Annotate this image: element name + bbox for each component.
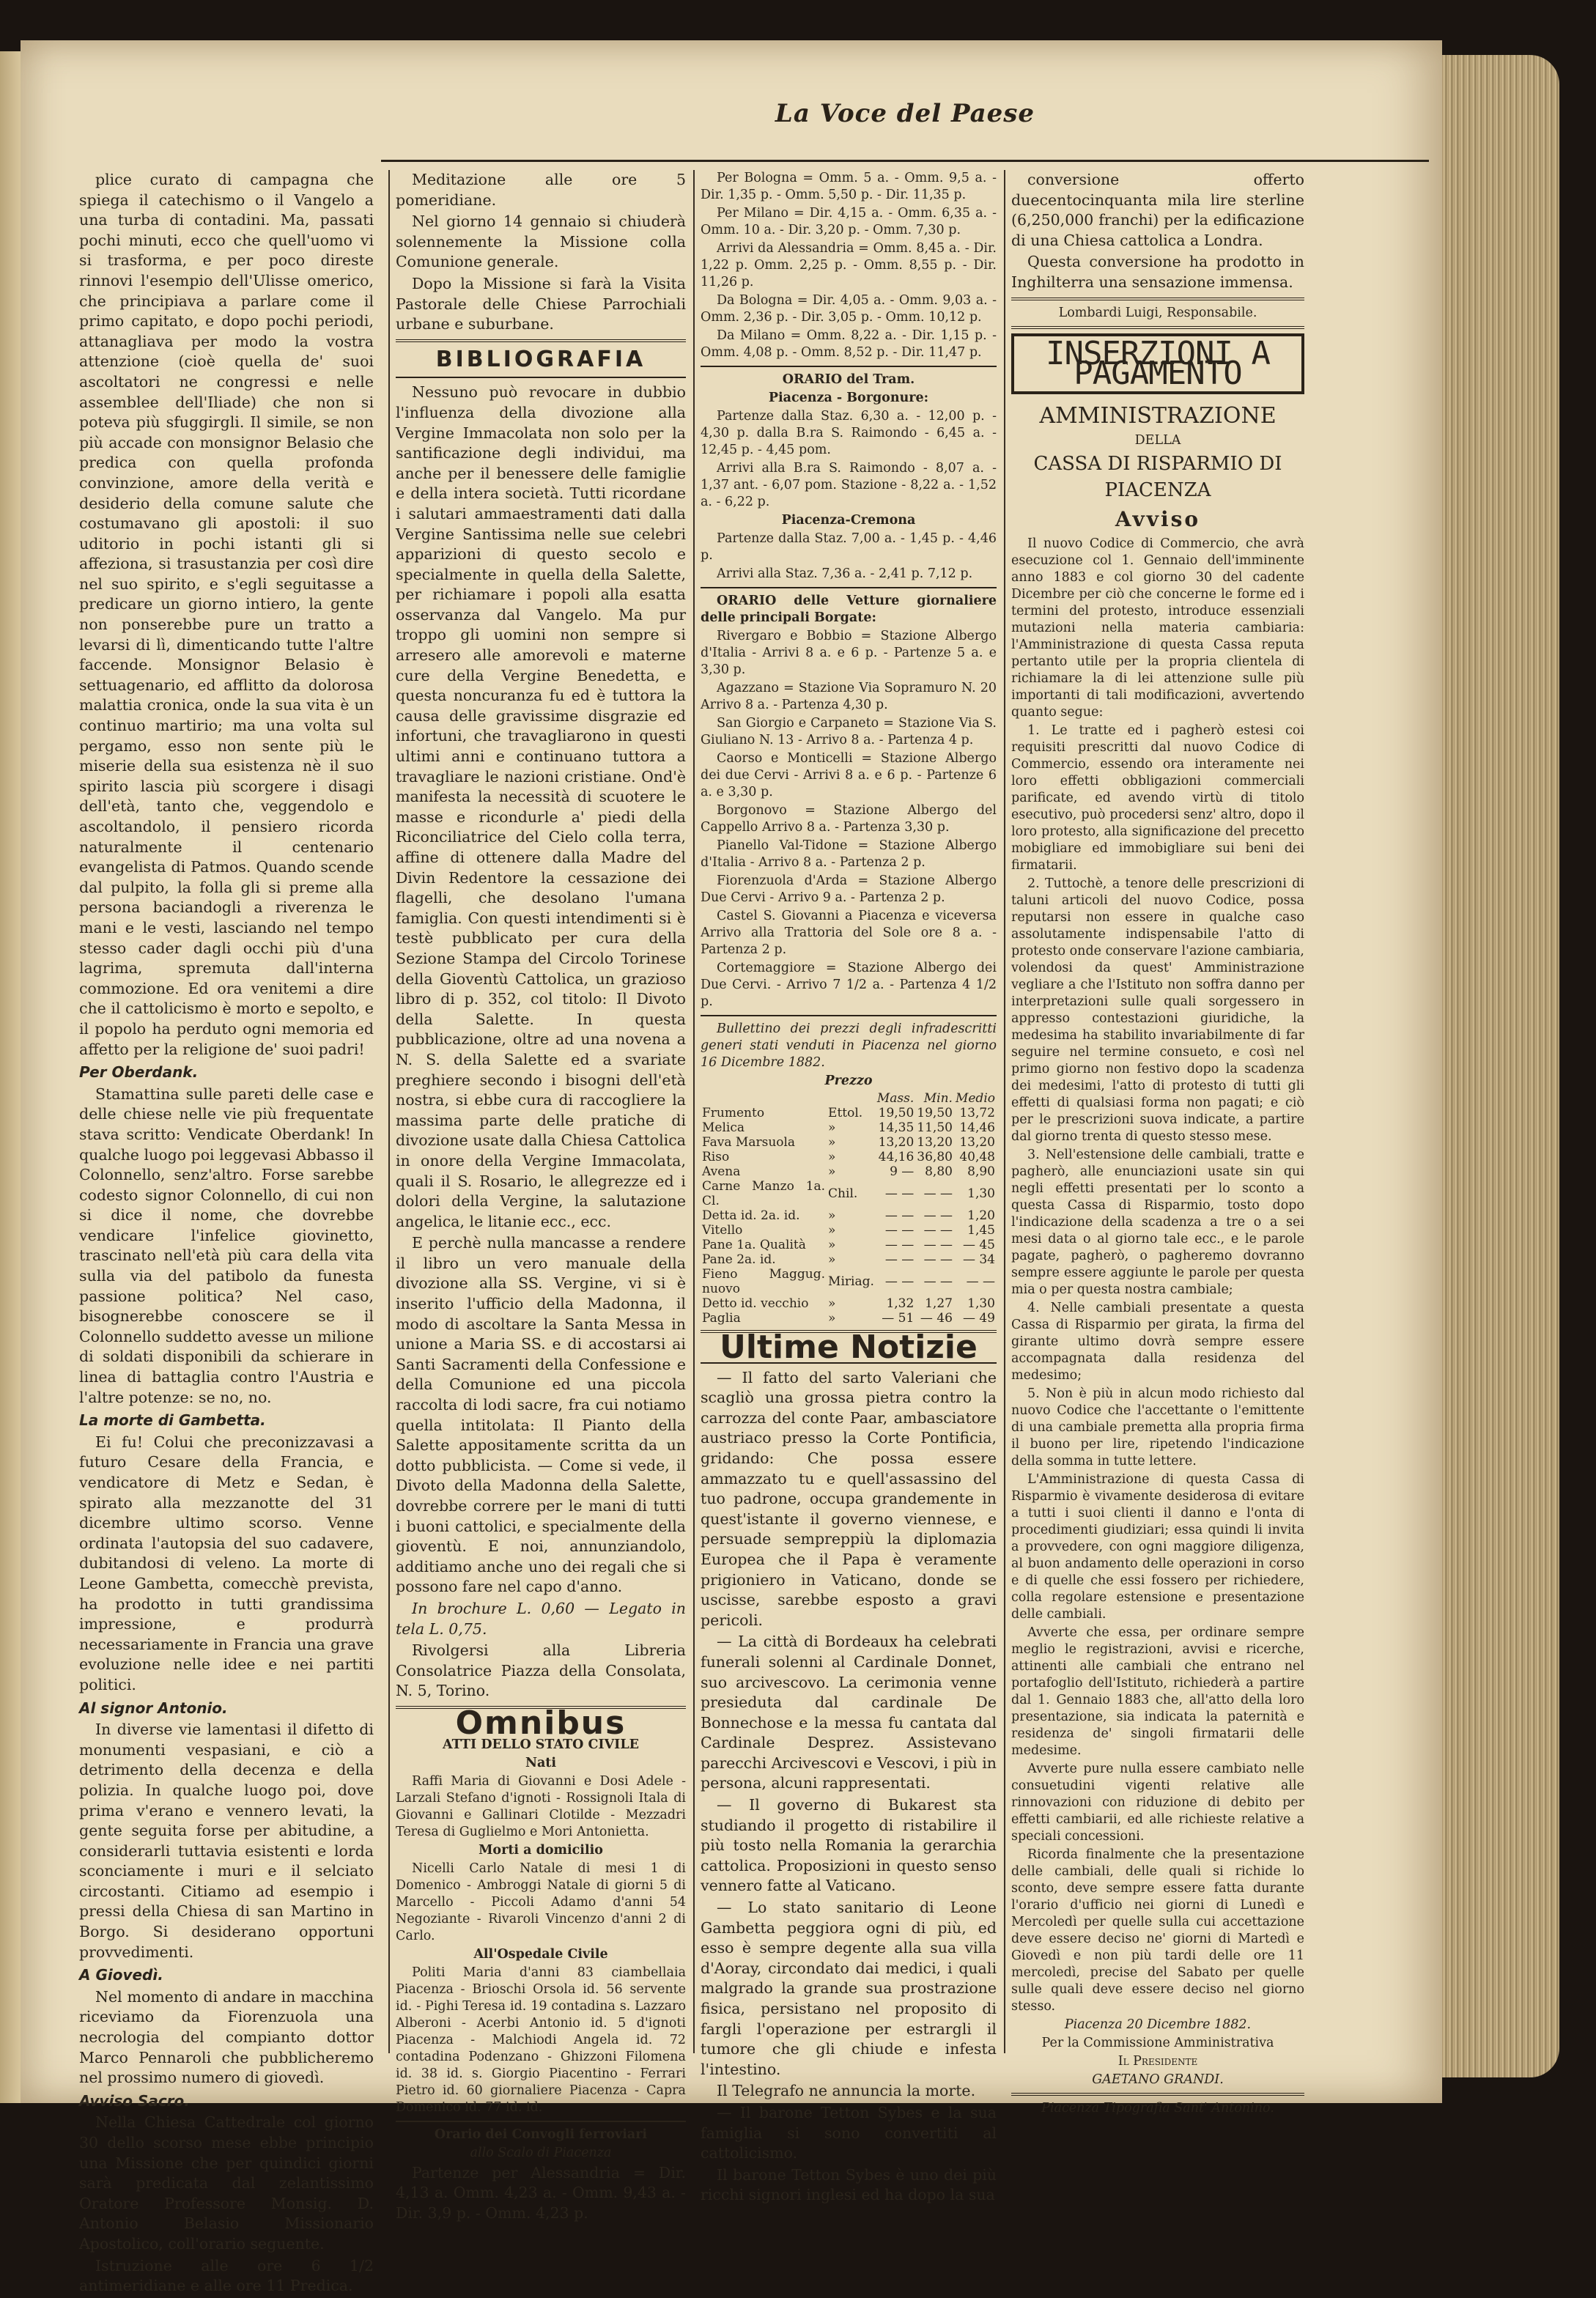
table-row	[701, 1267, 997, 1296]
vettura-line: Rivergaro e Bobbio = Stazione Albergo d'Italia - Arrivi 8 a. e 6 p. - Partenze 5 a. e 3,30 p.	[701, 629, 997, 677]
section-rule	[701, 587, 997, 588]
avviso-paragraph: Avverte che essa, per ordinare sempre meglio le registrazioni, avvisi e ricerche, attinenti alle cambiali che entrano nel portafoglio dell'Istituto, richiederà a partire dal 1. Gennaio 1883 che, all'atto della loro presentazione, sia indicata la paternità e residenza de' singoli firmatarii delle medesime.	[1011, 1625, 1304, 1758]
ospedale-heading: All'Ospedale Civile	[473, 1946, 608, 1962]
bibliografia-text: Nessuno può revocare in dubbio l'influenza della divozione alla Vergine Immacolata non solo per la santificazione degli individui, ma anche per il benessere delle famiglie e della intera società. Tutti ricordane i salutari ammaestramenti dati dalla Vergine Santissima nelle sue celebri apparizioni di questo secolo e specialmente in quella della Salette, per richiamare i popoli alla esatta osservanza dal Vangelo. Ma pur troppo gli uomini non sempre si arresero alle amorevoli e materne cure della Vergine Benedetta, e questa noncuranza fu ed è tuttora la causa delle gravissime disgrazie ed infortuni, che travagliarono in questi ultimi anni e continuano tuttora a travagliare le nazioni cristiane. Ond'è manifesta la necessità di scuotere le masse e ricondurle a' piedi della Riconciliatrice del Cielo colla terra, affine di ottenere dalla Madre del Divin Redentore la cessazione dei flagelli, che desolano l'umana famiglia. Con questi intendimenti si è testè pubblicato per cura della Sezione Stampa del Circolo Torinese della Gioventù Cattolica, un grazioso libro di p. 352, col titolo: Il Divoto della Salette. In questa pubblicazione, oltre ad una novena a N. S. della Salette ed a svariate preghiere secondo i bisogni dell'età nostra, si ebbe cura di raccogliere la massima parte delle pratiche di divozione usate dalla Chiesa Cattolica in onore della Vergine Immacolata, quali il S. Rosario, le allegrezze ed i dolori della Vergine, la salutazione angelica, le litanie ecc., ecc.	[396, 383, 686, 1230]
masthead-rule	[381, 160, 1429, 162]
table-cell: — —	[923, 1274, 953, 1289]
section-heading: Avviso Sacro.	[79, 2091, 190, 2110]
avviso-paragraph: Il nuovo Codice di Commercio, che avrà esecuzione col 1. Gennaio dell'imminente anno 1883 e col giorno 30 del cadente Dicembre per ciò che concerne le forme ed i termini del protesto, introduce essenziali mutazioni nella materia cambiaria: l'Amministrazione di questa Cassa reputa pertanto utile per la propria clientela di richiamare la di lei attenzione sulle più importanti di tali modificazioni, avvertendo quanto segue:	[1011, 536, 1304, 720]
article-paragraph: Nel momento di andare in macchina riceviamo da Fiorenzuola una necrologia del compianto dottor Marco Pennaroli che pubblicheremo nel prossimo numero di giovedì.	[79, 1987, 374, 2087]
table-cell: Paglia	[702, 1311, 741, 1326]
table-cell: Detto id. vecchio	[702, 1296, 809, 1311]
table-cell: 14,46	[959, 1120, 995, 1135]
table-cell: Pane 1a. Qualità	[702, 1238, 806, 1252]
bibliografia-heading: BIBLIOGRAFIA	[435, 346, 646, 372]
table-cell: 1,30	[967, 1296, 995, 1311]
table-cell: »	[828, 1311, 836, 1326]
table-row	[701, 1106, 997, 1120]
avviso-paragraph: Ricorda finalmente che la presentazione delle cambiali, delle quali si richide lo sconto, deve sempre essere fatta durante l'orario d'ufficio nei giorni di Lunedì e Mercoledì per quelle sulla cui accettazione deve essere deciso ne' giorni di Martedì e Giovedì e non più tardi delle ore 11 mercoledì, precise del Sabato per quelle sulle quali deve essere deciso nel giorno stesso.	[1011, 1847, 1304, 2014]
column-1	[79, 170, 374, 2298]
table-cell: Carne Manzo 1a. Cl.	[702, 1179, 826, 1208]
bibliografia-price: In brochure L. 0,60 — Legato in tela L. 0,75.	[396, 1599, 686, 1638]
column-4	[1011, 170, 1304, 2118]
bibliografia-text: E perchè nulla mancasse a rendere il libro un vero manuale della divozione alla SS. Vergine, vi si è inserito l'ufficio della Madonna, il modo di ascoltare la Santa Messa in unione a Maria SS. e di accostarsi ai Santi Sacramenti della Confessione e della Comunione ed una piccola raccolta di lodi sacre, fra cui notiamo quella intitolata: Il Pianto della Salette appositamente scritta da un dotto pubblicista. — Come si vede, il Divoto della Madonna della Salette, dovrebbe correre per le mani di tutti i buoni cattolici, e specialmente della gioventù. E noi, annunziandolo, additiamo anche uno dei regali che si possono fare nel capo d'anno.	[396, 1234, 686, 1596]
article-paragraph: Stamattina sulle pareti delle case e delle chiese nelle vie più frequentate stava scritto: Vendicate Oberdank! In qualche luogo poi leggevasi Abbasso il Colonnello, senz'altro. Forse sarebbe codesto signor Colonnello, di cui non si dice il nome, che dovrebbe vendicare l'infelice giovinetto, trascinato nell'età più cara della vita sulla via del patibolo da funesta passione politica? Nel caso, bisognerebbe conoscere se il Colonnello suddetto avesse un milione di soldati disponibili da schierare in linea di battaglia contro l'Austria e l'altre potenze: se no, no.	[79, 1085, 374, 1406]
table-cell: 13,20	[917, 1135, 953, 1150]
notizia: — Il barone Tetton Sybes e la sua famiglia si sono convertiti al cattolicismo.	[701, 2103, 997, 2162]
vettura-line: Borgonovo = Stazione Albergo del Cappello Arrivo 8 a. - Partenza 3,30 p.	[701, 803, 997, 835]
presidente-label: Il Presidente	[1117, 2053, 1198, 2069]
section-rule	[1011, 298, 1304, 300]
treni-line: Per Milano = Dir. 4,15 a. - Omm. 6,35 a. - Omm. 10 a. - Dir. 3,20 p. - Omm. 7,30 p.	[701, 206, 997, 237]
table-header-cell	[827, 1091, 876, 1106]
table-header-row	[701, 1091, 997, 1106]
table-row	[701, 1296, 997, 1311]
table-cell: 13,20	[959, 1135, 995, 1150]
table-cell: — 45	[962, 1238, 995, 1252]
treni-line: Arrivi da Alessandria = Omm. 8,45 a. - Dir. 1,22 p. Omm. 2,25 p. - Omm. 8,55 p. - Dir. 11,26 p.	[701, 241, 997, 289]
notizia: Il Telegrafo ne annuncia la morte.	[717, 2082, 976, 2100]
table-cell: — —	[884, 1238, 915, 1252]
column-rule	[388, 170, 390, 2053]
table-cell: — 46	[920, 1311, 953, 1326]
table-cell: Frumento	[702, 1106, 765, 1120]
prezzo-heading: Prezzo	[824, 1074, 873, 1088]
column-rule	[1004, 170, 1005, 2053]
inserzioni-heading: INSERZIONI A PAGAMENTO	[1011, 333, 1304, 394]
table-cell: 19,50	[878, 1106, 915, 1120]
bibliografia-contact: Rivolgersi alla Libreria Consolatrice Piazza della Consolata, N. 5, Torino.	[396, 1641, 686, 1700]
treni-line: Da Milano = Omm. 8,22 a. - Dir. 1,15 p. - Omm. 4,08 p. - Omm. 8,52 p. - Dir. 11,47 p.	[701, 328, 997, 360]
nati-list: Raffi Maria di Giovanni e Dosi Adele - Larzali Stefano d'ignoti - Rossignoli Itala di Giovanni e Gallinari Clotilde - Mezzadri Teresa di Guglielmo e Mori Antonietta.	[396, 1773, 686, 1839]
section-rule	[701, 1015, 997, 1016]
presidente-name: GAETANO GRANDI.	[1092, 2072, 1224, 2087]
avviso-paragraph: 2. Tuttochè, a tenore delle prescrizioni di taluni articoli del nuovo Codice, possa reputarsi non essere in qualche caso assolutamente indispensabile l'atto di protesto onde conservare l'azione cambiaria, volendosi da quest' Amministrazione vegliare a che l'Istituto non soffra danno per interpretazioni sulle quali sorgessero in appresso contestazioni giuridiche, la medesima ha stabilito invariabilmente di far seguire nel termine consueto, e così nel primo giorno non festivo dopo la scadenza dei medesimi, l'atto di protesto di tutti gli effetti di qualsiasi forma non pagati; e ciò per le prescrizioni suova indicate, a partire dal giorno trenta di questo stesso mese.	[1011, 876, 1304, 1144]
section-rule	[1011, 2093, 1304, 2096]
table-header-cell: Medio	[955, 1091, 995, 1106]
section-rule	[396, 2121, 686, 2122]
bollettino-heading: Bullettino dei prezzi degli infradescritti generi stati venduti in Piacenza nel giorno 16 Dicembre 1882.	[701, 1021, 997, 1070]
table-cell: »	[828, 1223, 836, 1238]
vettura-line: Caorso e Monticelli = Stazione Albergo dei due Cervi - Arrivi 8 a. e 6 p. - Partenze 6 a. e 3,30 p.	[701, 751, 997, 799]
vettura-line: Agazzano = Stazione Via Sopramuro N. 20 Arrivo 8 a. - Partenza 4,30 p.	[701, 681, 997, 712]
tram-line: Arrivi alla B.ra S. Raimondo - 8,07 a. - 1,37 ant. - 6,07 pom. Stazione - 8,22 a. - 1,52 a. - 6,22 p.	[701, 461, 997, 509]
table-row	[701, 1252, 997, 1267]
table-cell: — —	[884, 1223, 915, 1238]
table-cell: 11,50	[917, 1120, 953, 1135]
table-cell: — —	[966, 1274, 995, 1289]
treni-line: Da Bologna = Dir. 4,05 a. - Omm. 9,03 a. - Omm. 2,36 p. - Dir. 3,05 p. - Omm. 10,12 p.	[701, 293, 997, 325]
prezzi-table	[701, 1091, 997, 1326]
table-cell: — 51	[882, 1311, 915, 1326]
table-row	[701, 1164, 997, 1179]
conversione-text: conversione offerto duecentocinquanta mila lire sterline (6,250,000 franchi) per la edificazione di una Chiesa cattolica a Londra.	[1011, 171, 1304, 249]
table-cell: — —	[923, 1238, 953, 1252]
omnibus-heading: Omnibus	[455, 1704, 627, 1742]
article-paragraph: In diverse vie lamentasi il difetto di monumenti vespasiani, e ciò a detrimento della decenza e della polizia. In qualche luogo poi, dove prima v'erano e vennero levati, la gente seguita forse per abitudine, a considerarli tuttavia esistenti e lorda sconciamente i muri e il selciato circostanti. Citiamo ad esempio i pressi della Chiesa di san Martino in Borgo. Si desiderano opportuni provvedimenti.	[79, 1721, 374, 1961]
section-heading: Al signor Antonio.	[79, 1699, 228, 1717]
notizia: — Il fatto del sarto Valeriani che scagliò una grossa pietra contro la carrozza del conte Paar, ambasciatore austriaco presso la Corte Pontificia, gridando: Che possa essere ammazzato tu e quell'assassino del tuo padrone, occupa grandemente in quest'istante il governo viennese, e persuade sempreppiù la diplomazia Europea che il Papa è veramente prigioniero in Vaticano, donde se uscisse, sarebbe esposto a gravi pericoli.	[701, 1368, 997, 1629]
table-row	[701, 1179, 997, 1208]
table-cell: Detta id. 2a. id.	[702, 1208, 800, 1223]
table-cell: — 34	[962, 1252, 995, 1267]
morti-list: Nicelli Carlo Natale di mesi 1 di Domenico - Ambroggi Natale di giorni 5 di Marcello - Piccoli Adamo d'anni 54 Negoziante - Rivaroli Vincenzo d'anni 2 di Carlo.	[396, 1861, 686, 1943]
morti-heading: Morti a domicilio	[479, 1842, 603, 1858]
tram-line: Arrivi alla Staz. 7,36 a. - 2,41 p. 7,12 p.	[717, 566, 973, 581]
table-row	[701, 1135, 997, 1150]
column-2	[396, 170, 686, 2225]
table-cell: Fieno Maggug. nuovo	[702, 1267, 826, 1296]
table-cell: Melica	[702, 1120, 745, 1135]
table-cell: — 49	[962, 1311, 995, 1326]
table-cell: Pane 2a. id.	[702, 1252, 776, 1267]
avviso-heading: Avviso	[1115, 506, 1201, 531]
avviso-paragraph: 1. Le tratte ed i pagherò estesi coi requisiti prescritti dal nuovo Codice di Commercio, essendo ora interamente nei loro effetti obbligazioni commerciali parificate, ed avendo virtù di titolo esecutivo, può procedersi senz' altro, dopo il loro protesto, alla significazione del precetto mobigliare ed immobigliare sui beni dei firmatarii.	[1011, 723, 1304, 873]
article-paragraph: Ei fu! Colui che preconizzavasi a futuro Cesare della Francia, e vendicatore di Metz e Sedan, è spirato alla mezzanotte del 31 dicembre ultimo scorso. Venne ordinata l'autopsia del suo cadavere, dubitandosi di veleno. La morte di Leone Gambetta, comecchè prevista, ha prodotto in tutti grandissima impressione, e produrrà necessariamente in Francia una grave evoluzione nelle idee e nei partiti politici.	[79, 1433, 374, 1693]
article-paragraph: plice curato di campagna che spiega il catechismo o il Vangelo a una turba di contadini. Ma, passati pochi minuti, ecco che quell'uomo vi si trasforma, e per poco direste rinnovi l'esempio dell'Ulisse omerico, che principiava a parlare come il primo capitato, e dopo pochi periodi, attanagliava per modo la vostra attenzione (cioè quella de' suoi ascoltatori ne congressi e nelle assemblee dell'Iliade) che non si poteva più sfuggirgli. Il simile, se non più accade con monsignor Belasio che predica con quella profonda convinzione, amore della verità e desiderio della comune salute che costumavano gli apostoli: il suo uditorio in pochi istanti gli si affeziona, si trasustanzia per così dire nel suo spirito, e s'egli seguitasse a predicare un giorno intiero, la gente non ponserebbe pure un tratto a levarsi di lì, dimenticando tutte l'altre faccende. Monsignor Belasio è settuagenario, ed afflitto da dolorosa malattia cronica, onde la sua vita è un continuo martirio; ma una volta sul pergamo, esso non sente più le miserie della sua esistenza nè il suo spirito lascia più scorgere i disagi dell'età, tanto che, veggendolo e ascoltandolo, il pensiero ricorda naturalmente il centenario evangelista di Patmos. Quando scende dal pulpito, la folla gli si preme alla persona baciandogli a riverenza le mani e le vesti, lasciando nel tempo stesso cader dagli occhi più d'una lagrima, spremuta dall'interna commozione. Ed ora venitemi a dire che il cattolicismo è morto e sepolto, e il popolo ha perduto ogni memoria ed affetto per la religione de' suoi padri!	[79, 171, 374, 1058]
table-cell: — —	[923, 1252, 953, 1267]
book-page-edges	[1442, 55, 1559, 2077]
table-cell: »	[828, 1150, 836, 1164]
table-row	[701, 1311, 997, 1326]
masthead-title: La Voce del Paese	[775, 99, 1035, 128]
table-cell: — —	[884, 1274, 915, 1289]
table-cell: 1,32	[886, 1296, 915, 1311]
table-cell: 9 —	[890, 1164, 915, 1179]
notizia: — Lo stato sanitario di Leone Gambetta peggiora ogni di più, ed esso è sempre degente alla sua villa d'Aoray, circondato dai medici, i quali malgrado la grande sua prostrazione fisica, persistano nel proposito di fargli l'operazione per estrargli il tumore che gli chiude e infesta l'intestino.	[701, 1899, 997, 2078]
tram-route: Piacenza - Borgonure:	[768, 391, 929, 405]
table-cell: 1,20	[967, 1208, 995, 1223]
article-paragraph: Nella Chiesa Cattedrale col giorno 30 dello scorso mese ebbe principio una Missione che per quindici giorni sarà predicata dal zelantissimo Oratore Professore Monsig. D. Antonio Belasio Missionario Apostolico, coll'orario seguente.	[79, 2113, 374, 2253]
table-cell: Avena	[702, 1164, 741, 1179]
table-cell: 44,16	[878, 1150, 915, 1164]
amministrazione-heading: AMMINISTRAZIONE	[1039, 402, 1277, 429]
treni-line: Per Bologna = Omm. 5 a. - Omm. 9,5 a. - Dir. 1,35 p. - Omm. 5,50 p. - Dir. 11,35 p.	[701, 171, 997, 202]
section-heading: La morte di Gambetta.	[79, 1411, 266, 1430]
ultime-notizie-heading: Ultime Notizie	[720, 1329, 978, 1366]
section-rule	[396, 377, 686, 378]
avviso-paragraph: 5. Non è più in alcun modo richiesto dal nuovo Codice che l'accettante o l'emittente di una cambiale premetta alla propria firma il buono per lire, ripetendo l'indicazione della somma in tutte lettere.	[1011, 1386, 1304, 1468]
section-rule	[396, 339, 686, 342]
table-cell: 8,90	[967, 1164, 995, 1179]
table-row	[701, 1223, 997, 1238]
article-paragraph: Istruzione alle ore 6 1/2 antimeridiane e alle ore 11 Predica.	[79, 2256, 374, 2295]
table-row	[701, 1208, 997, 1223]
table-cell: Chil.	[828, 1186, 858, 1201]
nati-heading: Nati	[525, 1755, 557, 1770]
missione-text: Dopo la Missione si farà la Visita Pastorale delle Chiese Parrochiali urbane e suburbane.	[396, 274, 686, 333]
table-row	[701, 1150, 997, 1164]
section-heading: Per Oberdank.	[79, 1063, 199, 1082]
table-cell: »	[828, 1208, 836, 1223]
vettura-line: Fiorenzuola d'Arda = Stazione Albergo Due Cervi - Arrivo 9 a. - Partenza 2 p.	[701, 873, 997, 905]
tram-heading: ORARIO del Tram.	[782, 372, 915, 387]
table-cell: Ettol.	[828, 1106, 863, 1120]
table-cell: 13,72	[959, 1106, 995, 1120]
table-header-cell: Min.	[923, 1091, 953, 1106]
table-cell: Miriag.	[828, 1274, 874, 1289]
orario-heading: Orario dei Convogli ferroviari	[434, 2127, 648, 2142]
table-cell: 13,20	[878, 1135, 915, 1150]
section-rule	[701, 366, 997, 367]
missione-text: Nel giorno 14 gennaio si chiuderà solennemente la Missione colla Comunione generale.	[396, 213, 686, 271]
tram-route: Piacenza-Cremona	[781, 513, 916, 528]
left-page-edge	[0, 51, 21, 2103]
ospedale-list: Politi Maria d'anni 83 ciambellaia Piacenza - Brioschi Orsola id. 56 servente id. - Pighi Teresa id. 19 contadina s. Lazzaro Alberoni - Acerbi Antonio id. 5 d'ignoti Piacenza - Malchiodi Angela id. 72 contadina Podenzano - Ghizzoni Filomena id. 38 id. s. Giorgio Piacentino - Ferrari Pietro id. 60 giornaliere Piacenza - Capra Domenico id. 77 id. id.	[396, 1965, 686, 2115]
table-cell: 40,48	[959, 1150, 995, 1164]
cassa-heading: CASSA DI RISPARMIO DI PIACENZA	[1033, 452, 1282, 501]
avviso-paragraph: L'Amministrazione di questa Cassa di Risparmio è vivamente desiderosa di evitare a tutti i suoi clienti il danno e l'onta di procedimenti giudiziari; essa quindi li invita a provvedere, con ogni maggiore diligenza, al buon andamento delle operazioni in corso e di quelle che essi fossero per richiedere, colla regolare estensione e presentazione delle cambiali.	[1011, 1471, 1304, 1622]
table-cell: Fava Marsuola	[702, 1135, 796, 1150]
vettura-line: Castel S. Giovanni a Piacenza e viceversa Arrivo alla Trattoria del Sole ore 8 a. - Partenza 2 p.	[701, 909, 997, 957]
table-header-cell: Mass.	[876, 1091, 915, 1106]
table-cell: »	[828, 1296, 836, 1311]
conversione-text: Questa conversione ha prodotto in Inghilterra una sensazione immensa.	[1011, 253, 1304, 291]
table-cell: 1,27	[925, 1296, 953, 1311]
column-rule	[693, 170, 695, 2053]
avviso-date: Piacenza 20 Dicembre 1882.	[1064, 2017, 1252, 2032]
table-cell: 36,80	[917, 1150, 953, 1164]
table-cell: Vitello	[702, 1223, 743, 1238]
table-cell: 1,45	[967, 1223, 995, 1238]
notizia: — Il governo di Bukarest sta studiando il progetto di ristabilire il più tosto nella Romania la gerarchia cattolica. Proposizioni in questo senso vennero fatte al Vaticano.	[701, 1796, 997, 1895]
stato-civile-heading: ATTI DELLO STATO CIVILE	[443, 1737, 639, 1752]
table-cell: »	[828, 1252, 836, 1267]
avviso-body	[1011, 536, 1304, 2015]
orario-subheading: allo Scalo di Piacenza	[470, 2145, 612, 2160]
avviso-paragraph: Avverte pure nulla essere cambiato nelle consuetudini vigenti relative alle rinnovazioni con riduzione di debito per effetti cambiarii, ed alle richieste relative a speciali concessioni.	[1011, 1761, 1304, 1844]
table-cell: — —	[884, 1186, 915, 1201]
table-cell: — —	[923, 1186, 953, 1201]
avviso-paragraph: 3. Nell'estensione delle cambiali, tratte e pagherò, alle enunciazioni usate sin qui negli effetti presentati per lo sconto a questa Cassa di Risparmio, tosto dopo l'indicazione della scadenza a tre o a sei mesi data o al giorno tale ecc., e le parole pagate, pagherò, o pagheremo dovranno sempre essere aggiunte le parole per questa mia o per questa nostra cambiale;	[1011, 1147, 1304, 1297]
orario-partenze: Partenze per Alessandria = Dir. 4,13 a. Omm. 4,23 a. - Omm. 9,43 a. - Dir. 3,9 p. - Omm. 4,23 p.	[396, 2163, 686, 2222]
responsabile: Lombardi Luigi, Responsabile.	[1058, 305, 1257, 320]
vettura-line: Pianello Val-Tidone = Stazione Albergo d'Italia - Arrivo 8 a. - Partenza 2 p.	[701, 838, 997, 870]
table-cell: Riso	[702, 1150, 730, 1164]
tipografia-label: Piacenza Tipografia Sant' Antonino.	[1041, 2100, 1274, 2116]
table-row	[701, 1120, 997, 1135]
avviso-paragraph: 4. Nelle cambiali presentate a questa Cassa di Risparmio per girata, la firma del girante ultimo dovrà sempre essere accompagnata dalla residenza del medesimo;	[1011, 1300, 1304, 1383]
table-cell: — —	[884, 1252, 915, 1267]
della-label: DELLA	[1134, 432, 1181, 448]
table-header-cell	[701, 1091, 827, 1106]
section-heading: A Giovedì.	[79, 1966, 163, 1984]
table-cell: »	[828, 1164, 836, 1179]
vettura-line: Cortemaggiore = Stazione Albergo dei Due Cervi. - Arrivo 7 1/2 a. - Partenza 4 1/2 p.	[701, 961, 997, 1009]
vettura-line: San Giorgio e Carpaneto = Stazione Via S. Giuliano N. 13 - Arrivo 8 a. - Partenza 4 p.	[701, 716, 997, 747]
vetture-heading: ORARIO delle Vetture giornaliere delle principali Borgate:	[701, 594, 997, 625]
table-cell: 1,30	[967, 1186, 995, 1201]
table-cell: 8,80	[925, 1164, 953, 1179]
tram-line: Partenze dalla Staz. 7,00 a. - 1,45 p. - 4,46 p.	[701, 531, 997, 563]
missione-text: Meditazione alle ore 5 pomeridiane.	[396, 171, 686, 209]
table-cell: »	[828, 1120, 836, 1135]
masthead	[381, 99, 1429, 128]
table-cell: 14,35	[878, 1120, 915, 1135]
commissione-label: Per la Commissione Amministrativa	[1041, 2035, 1274, 2050]
table-cell: 19,50	[917, 1106, 953, 1120]
column-3	[701, 170, 997, 2207]
table-cell: — —	[884, 1208, 915, 1223]
table-row	[701, 1238, 997, 1252]
table-cell: »	[828, 1238, 836, 1252]
notizia: Il barone Tetton Sybes è uno dei più ricchi signori inglesi ed ha dopo la sua	[701, 2165, 997, 2204]
section-rule	[1011, 326, 1304, 329]
table-cell: — —	[923, 1223, 953, 1238]
table-cell: »	[828, 1135, 836, 1150]
notizia: — La città di Bordeaux ha celebrati funerali solenni al Cardinale Donnet, suo arcivescovo. La cerimonia venne presieduta dal cardinale De Bonnechose e la messa fu cantata dal Cardinale Desprez. Assistevano parecchi Arcivescovi e Vescovi, i più in persona, alcuni rappresentati.	[701, 1633, 997, 1792]
table-cell: — —	[923, 1208, 953, 1223]
tram-line: Partenze dalla Staz. 6,30 a. - 12,00 p. - 4,30 p. dalla B.ra S. Raimondo - 6,45 a. - 12,45 p. - 4,45 pom.	[701, 409, 997, 457]
